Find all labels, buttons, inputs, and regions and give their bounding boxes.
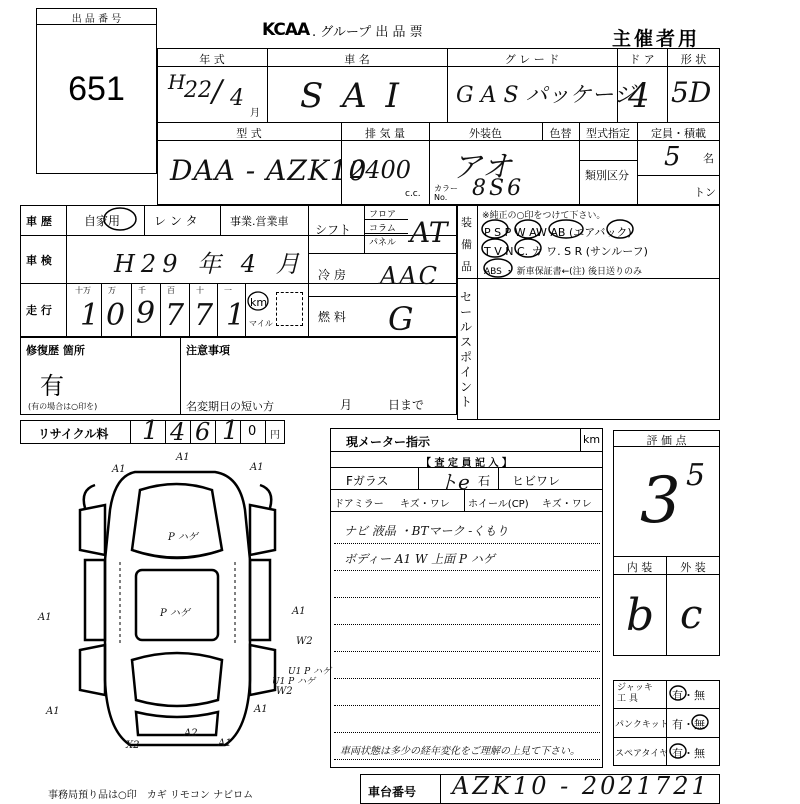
fuel-label: 燃 料 — [318, 310, 346, 324]
interior-value: b — [626, 590, 655, 641]
diagram-mark-a1-tl: A1 — [112, 464, 126, 475]
grade-label: グ レ ー ド — [504, 53, 560, 66]
month-unit: 月 — [250, 108, 260, 119]
mileage-digit-2: 0 — [106, 298, 126, 333]
sales-point-label: セールスポイント — [460, 290, 473, 409]
chassis-number: AZK10 - 2021721 — [452, 772, 710, 800]
km-unit: km — [250, 296, 268, 309]
model-designation-label: 型式指定 — [586, 127, 630, 140]
wheel-label: ホイール(CP) — [468, 499, 529, 510]
year-label: 年 式 — [199, 53, 225, 66]
spare-value: 有・無 — [672, 747, 705, 760]
history-opt-rental: レ ン タ — [154, 214, 198, 228]
stone-label: 石 — [478, 474, 491, 488]
chassis-label: 車台番号 — [368, 785, 417, 799]
grade-score-sup: 5 — [686, 458, 706, 493]
door-mirror-opts: キズ・ワレ — [400, 499, 450, 510]
inspector-header: 【 査 定 員 記 入 】 — [421, 458, 512, 469]
recycle-label: リサイクル料 — [38, 427, 109, 441]
name-change-month: 月 — [340, 398, 353, 412]
place-label-10k: 万 — [108, 286, 116, 295]
ext-color-label: 外装色 — [469, 127, 502, 140]
puncture-label: パンクキット — [615, 720, 669, 730]
jack-value: 有・無 — [672, 689, 705, 702]
equipment-line3: ABS ・ 新車保証書←(注) 後日送りのみ — [484, 267, 643, 277]
puncture-value: 有・無 — [672, 718, 705, 731]
diagram-note-roof: P ハゲ — [160, 608, 190, 619]
lot-number: 651 — [68, 70, 125, 108]
ext-color-value: アオ — [452, 150, 512, 185]
model-code: DAA - AZK10 — [170, 154, 368, 187]
aircon-label: 冷 房 — [318, 268, 346, 282]
recycle-digit-3: 6 — [195, 418, 211, 446]
car-name-label: 車 名 — [344, 53, 370, 66]
equipment-label: 装備品 — [461, 216, 472, 273]
history-label: 車 歴 — [26, 215, 52, 228]
year-era: H — [168, 70, 186, 94]
inspection-comment-3: 車両状態は多少の経年変化をご理解の上見て下さい。 — [340, 746, 580, 757]
history-opt-business: 事業.営業車 — [230, 215, 289, 228]
displacement-label: 排 気 量 — [365, 127, 405, 140]
wheel-opts: キズ・ワレ — [542, 499, 592, 510]
history-opt-private: 自家用 — [84, 214, 121, 228]
recycle-unit: 円 — [270, 430, 280, 441]
year-slash: / — [212, 74, 223, 109]
equipment-line2: T V N C. カ ワ. S R (サンルーフ) — [484, 245, 648, 258]
shape-label: 形 状 — [680, 53, 707, 66]
exterior-value: c — [680, 592, 703, 638]
meter-unit: km — [583, 433, 601, 446]
diagram-mark-a1-bl: A1 — [46, 706, 60, 717]
diagram-note-hood: P ハゲ — [168, 532, 198, 543]
cc-unit: c.c. — [405, 189, 421, 199]
capacity-value: 5 — [664, 142, 681, 172]
tools-circle-marks — [668, 684, 718, 764]
form-title: . グループ 出 品 票 — [312, 25, 423, 40]
mileage-digit-1: 1 — [80, 298, 100, 333]
capacity-label: 定員・積載 — [651, 127, 706, 140]
doors-value: 4 — [628, 76, 650, 116]
mileage-digit-4: 7 — [165, 298, 185, 333]
color-change-label: 色替 — [549, 127, 572, 140]
diagram-mark-a1-top: A1 — [176, 452, 190, 463]
recycle-digit-4: 1 — [222, 416, 239, 446]
diagram-mark-a1-left: A1 — [38, 612, 52, 623]
doors-label: ド ア — [629, 53, 655, 66]
inspection-comment-2: ボディー A1 W 上面 P ハゲ — [344, 552, 495, 566]
diagram-mark-a2: A2 — [184, 728, 198, 739]
place-label-100k: 十万 — [75, 286, 91, 295]
shaken-value: H29 年 4 月 — [114, 250, 306, 278]
interior-label: 内 装 — [626, 561, 653, 574]
inspection-comment-1: ナビ 液晶 ・BTマーク -くもり — [344, 524, 509, 538]
place-label-10: 十 — [196, 286, 204, 295]
month-value: 4 — [230, 86, 244, 111]
exterior-label: 外 装 — [680, 561, 706, 574]
recycle-digit-5: 0 — [248, 424, 257, 439]
color-no-label: カラー No. — [434, 184, 458, 202]
owner-copy-label: 主催者用 — [612, 28, 701, 50]
mileage-label: 走 行 — [26, 304, 52, 317]
recycle-digit-1: 1 — [142, 416, 159, 446]
mile-box — [276, 292, 303, 326]
meter-label: 現メーター指示 — [346, 435, 431, 449]
mileage-digit-5: 7 — [194, 298, 214, 333]
grade-label: 評 価 点 — [646, 434, 687, 447]
diagram-mark-a1-right: A1 — [292, 606, 306, 617]
f-glass-label: Fガラス — [346, 474, 389, 488]
fuel-value: G — [388, 300, 414, 338]
spare-label: スペアタイヤ — [615, 749, 669, 759]
shift-opt-floor: フロア — [369, 210, 397, 220]
office-held-items-note: 事務局預り品は○印 カギ リモコン ナビロム — [48, 790, 254, 801]
mileage-digit-6: 1 — [226, 298, 246, 333]
aircon-value: AAC — [380, 262, 440, 290]
mileage-digit-3: 9 — [136, 296, 156, 331]
form-title-brand: KCAA — [262, 20, 310, 40]
diagram-mark-u1-b: U1 P ハゲ — [272, 677, 316, 687]
place-label-100: 百 — [167, 286, 175, 295]
shape-value: 5D — [671, 76, 712, 109]
recycle-digit-2: 4 — [170, 418, 186, 446]
diagram-mark-x2: X2 — [126, 740, 140, 751]
place-label-1k: 千 — [138, 286, 146, 295]
year-value: 22 — [184, 78, 212, 103]
shaken-label: 車 検 — [26, 254, 52, 267]
equipment-line1: P S P W AW AB (エアバック) — [484, 226, 632, 239]
shift-opt-panel: パネル — [369, 238, 397, 248]
place-label-1: 一 — [224, 286, 232, 295]
name-change-day: 日まで — [388, 398, 425, 412]
load-unit: トン — [694, 186, 716, 199]
diagram-mark-a1-tr: A1 — [250, 462, 264, 473]
lot-number-label: 出 品 番 号 — [71, 14, 122, 25]
notes-label: 注意事項 — [186, 344, 230, 357]
equipment-note: ※純正の○印をつけて下さい。 — [482, 211, 606, 221]
diagram-mark-a1-bottom: A1 — [218, 738, 232, 749]
history-circle-mark — [100, 206, 140, 232]
repair-label: 修復歴 箇所 — [26, 344, 85, 357]
capacity-unit: 名 — [703, 152, 714, 165]
equipment-circle-marks — [478, 215, 648, 281]
km-circle-mark — [246, 290, 270, 312]
door-mirror-label: ドアミラー — [334, 499, 384, 510]
car-name: S A I — [300, 76, 403, 116]
color-no-value: 8S6 — [472, 176, 525, 201]
crack-label: ヒビワレ — [512, 474, 561, 488]
name-change-label: 名変期日の短い方 — [186, 400, 274, 413]
diagram-mark-w2-right: W2 — [296, 636, 313, 647]
grade-score: 3 — [640, 464, 681, 538]
grade-value: G A S パッケージ — [456, 83, 636, 108]
shift-opt-column: コラム — [369, 224, 396, 234]
shift-label: シフト — [315, 223, 352, 237]
mile-unit: マイル — [249, 319, 273, 328]
diagram-mark-a1-br: A1 — [254, 704, 268, 715]
class-label: 類別区分 — [585, 169, 629, 182]
repair-value: 有 — [40, 372, 64, 400]
diagram-mark-w2: W2 — [276, 686, 293, 697]
repair-hint: (有の場合は○印を) — [28, 402, 98, 411]
shift-value: AT — [410, 216, 448, 249]
f-glass-mark: トe — [438, 470, 470, 494]
displacement-value: 2400 — [350, 156, 412, 184]
model-label: 型 式 — [236, 127, 262, 140]
diagram-mark-u1-a: U1 P ハゲ — [288, 667, 332, 677]
jack-label: ジャッキ 工 具 — [617, 683, 653, 704]
